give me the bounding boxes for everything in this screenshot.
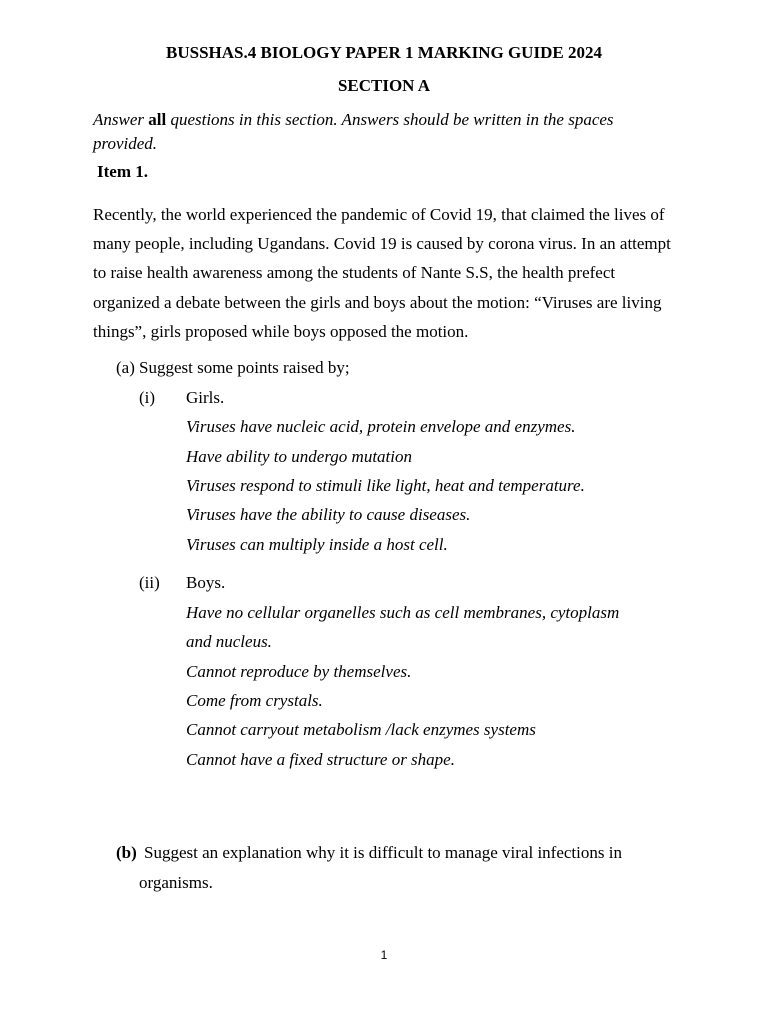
girls-answer: Viruses can multiply inside a host cell. (186, 535, 448, 554)
instructions-emphasis: all (148, 110, 167, 129)
boys-answer: Cannot carryout metabolism /lack enzymes systems (186, 720, 536, 739)
boys-label: (ii) (139, 573, 160, 592)
boys-answer: Cannot reproduce by themselves. (186, 662, 412, 681)
instructions-text-start: Answer (93, 110, 149, 129)
girls-answer: Viruses have the ability to cause diseases. (186, 505, 471, 524)
boys-answer: Have no cellular organelles such as cell membranes, cytoplasm (186, 603, 620, 622)
item-passage: Recently, the world experienced the pandemic of Covid 19, that claimed the lives of many people, including Ugandans. Covid 19 is caused by corona virus. In an attempt to raise health awareness among the students of Nante S.S, the health prefect organized a debate between the girls and boys about the motion: “Viruses are living things”, girls proposed while boys opposed the motion. (93, 205, 671, 341)
question-b-text-continued: organisms. (139, 873, 213, 892)
instructions-text-end: questions in this section. Answers should be written in the spaces provided. (93, 110, 614, 153)
document-title: BUSSHAS.4 BIOLOGY PAPER 1 MARKING GUIDE 2024 (166, 43, 602, 62)
section-heading: SECTION A (337, 76, 431, 95)
girls-answer: Viruses respond to stimuli like light, heat and temperature. (186, 476, 585, 495)
boys-heading: Boys. (186, 573, 226, 592)
page-number: 1 (380, 948, 388, 962)
question-a-label: (a) (116, 358, 135, 377)
question-b-text: Suggest an explanation why it is difficult to manage viral infections in (144, 843, 622, 862)
question-a-text: Suggest some points raised by; (139, 358, 350, 377)
girls-answer: Have ability to undergo mutation (186, 447, 413, 466)
girls-heading: Girls. (186, 388, 225, 407)
boys-answer: Come from crystals. (186, 691, 323, 710)
question-b-label: (b) (116, 843, 137, 862)
instructions (93, 108, 663, 156)
boys-answer: and nucleus. (186, 632, 272, 651)
item-label: Item 1. (97, 162, 148, 181)
boys-answer: Cannot have a fixed structure or shape. (186, 750, 455, 769)
girls-label: (i) (139, 388, 156, 407)
girls-answer: Viruses have nucleic acid, protein envelope and enzymes. (186, 417, 576, 436)
